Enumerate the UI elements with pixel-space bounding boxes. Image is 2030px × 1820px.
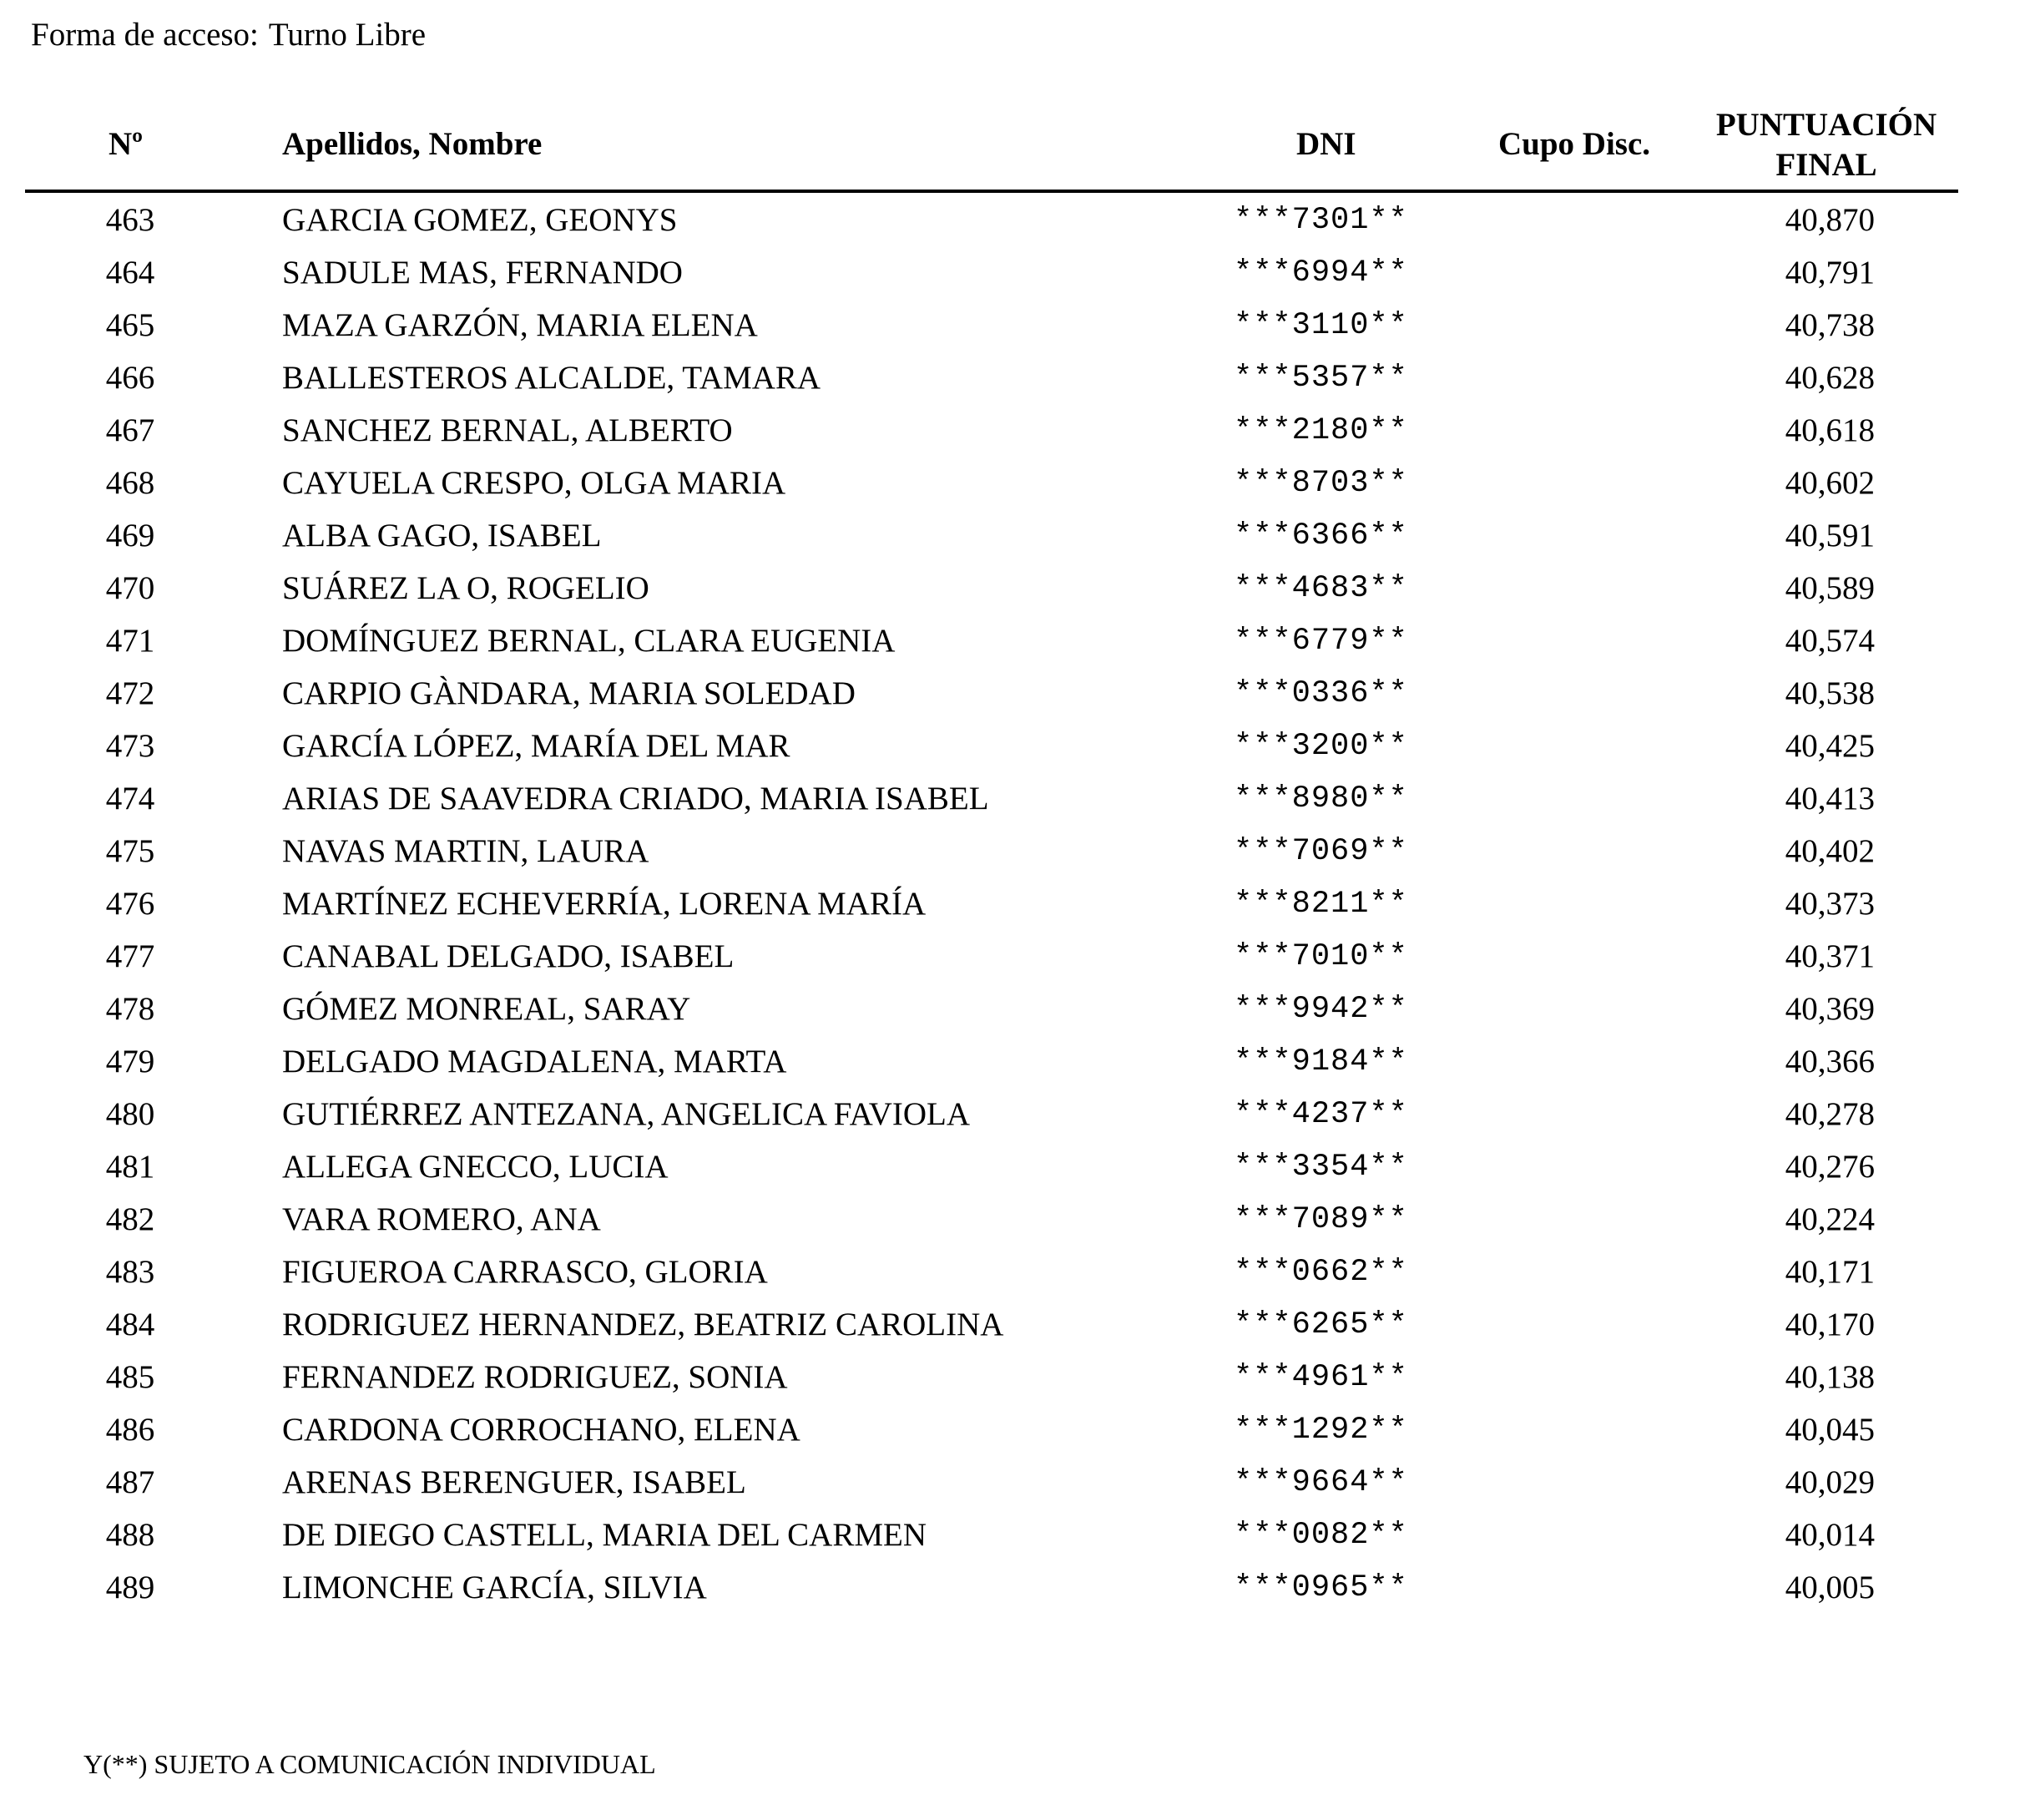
row-num: 472: [105, 675, 155, 711]
row-name: CAYUELA CRESPO, OLGA MARIA: [282, 465, 786, 501]
table-row: [0, 1354, 2030, 1407]
row-dni: ***7010**: [1234, 939, 1408, 974]
row-dni: ***1292**: [1234, 1413, 1408, 1448]
table-row: [0, 1407, 2030, 1459]
table-row: [0, 723, 2030, 776]
row-score: 40,371: [1785, 938, 1875, 974]
table-row: [0, 355, 2030, 407]
table-row: [0, 513, 2030, 565]
table-row: [0, 670, 2030, 723]
header-cupo: Cupo Disc.: [1498, 126, 1651, 162]
row-name: DELGADO MAGDALENA, MARTA: [282, 1044, 787, 1079]
row-dni: ***4683**: [1234, 571, 1408, 606]
header-dni: DNI: [1296, 126, 1356, 162]
row-score: 40,369: [1785, 991, 1875, 1027]
row-name: DE DIEGO CASTELL, MARIA DEL CARMEN: [282, 1517, 927, 1553]
table-row: [0, 1249, 2030, 1302]
row-dni: ***0336**: [1234, 676, 1408, 711]
row-dni: ***7069**: [1234, 834, 1408, 869]
table-row: [0, 250, 2030, 302]
row-score: 40,738: [1785, 307, 1875, 343]
row-score: 40,170: [1785, 1307, 1875, 1342]
header-puntuacion-line2: FINAL: [1775, 147, 1877, 183]
table-row: [0, 881, 2030, 933]
row-name: DOMÍNGUEZ BERNAL, CLARA EUGENIA: [282, 623, 896, 659]
row-num: 481: [105, 1149, 155, 1185]
row-dni: ***0662**: [1234, 1255, 1408, 1290]
row-num: 485: [105, 1359, 155, 1395]
table-row: [0, 407, 2030, 460]
table-header: [0, 99, 2030, 190]
row-num: 470: [105, 570, 155, 606]
row-num: 488: [105, 1517, 155, 1553]
row-name: CANABAL DELGADO, ISABEL: [282, 938, 735, 974]
row-name: SUÁREZ LA O, ROGELIO: [282, 570, 649, 606]
row-name: SADULE MAS, FERNANDO: [282, 255, 683, 291]
row-score: 40,791: [1785, 255, 1875, 291]
table-row: [0, 986, 2030, 1039]
row-dni: ***8703**: [1234, 466, 1408, 501]
access-line: [31, 13, 426, 57]
header-puntuacion: [1703, 105, 1950, 185]
row-score: 40,602: [1785, 465, 1875, 501]
row-score: 40,589: [1785, 570, 1875, 606]
row-score: 40,591: [1785, 518, 1875, 554]
table-row: [0, 828, 2030, 881]
row-name: MARTÍNEZ ECHEVERRÍA, LORENA MARÍA: [282, 886, 927, 922]
row-dni: ***4961**: [1234, 1360, 1408, 1395]
table-row: [0, 1565, 2030, 1617]
row-num: 487: [105, 1464, 155, 1500]
row-dni: ***6994**: [1234, 255, 1408, 291]
row-num: 465: [105, 307, 155, 343]
table-row: [0, 618, 2030, 670]
row-dni: ***2180**: [1234, 413, 1408, 448]
row-score: 40,425: [1785, 728, 1875, 764]
row-dni: ***7301**: [1234, 203, 1408, 238]
table-body: [0, 197, 2030, 1617]
row-name: ALBA GAGO, ISABEL: [282, 518, 602, 554]
row-score: 40,574: [1785, 623, 1875, 659]
table-row: [0, 1039, 2030, 1091]
row-score: 40,138: [1785, 1359, 1875, 1395]
row-num: 463: [105, 202, 155, 238]
row-name: GUTIÉRREZ ANTEZANA, ANGELICA FAVIOLA: [282, 1096, 971, 1132]
footnote: Y(**) SUJETO A COMUNICACIÓN INDIVIDUAL: [83, 1749, 656, 1779]
row-score: 40,045: [1785, 1412, 1875, 1448]
row-dni: ***8211**: [1234, 887, 1408, 922]
table-row: [0, 933, 2030, 986]
row-num: 484: [105, 1307, 155, 1342]
row-name: FERNANDEZ RODRIGUEZ, SONIA: [282, 1359, 788, 1395]
row-num: 478: [105, 991, 155, 1027]
row-dni: ***7089**: [1234, 1202, 1408, 1237]
table-row: [0, 1302, 2030, 1354]
row-name: ARIAS DE SAAVEDRA CRIADO, MARIA ISABEL: [282, 781, 989, 816]
row-dni: ***3354**: [1234, 1150, 1408, 1185]
table-row: [0, 460, 2030, 513]
row-num: 475: [105, 833, 155, 869]
row-score: 40,029: [1785, 1464, 1875, 1500]
row-score: 40,618: [1785, 412, 1875, 448]
row-name: LIMONCHE GARCÍA, SILVIA: [282, 1570, 707, 1605]
table-row: [0, 1196, 2030, 1249]
row-name: GARCÍA LÓPEZ, MARÍA DEL MAR: [282, 728, 790, 764]
header-num: Nº: [109, 126, 144, 162]
row-num: 471: [105, 623, 155, 659]
row-num: 466: [105, 360, 155, 396]
row-num: 464: [105, 255, 155, 291]
table-row: [0, 1091, 2030, 1144]
row-score: 40,870: [1785, 202, 1875, 238]
row-num: 474: [105, 781, 155, 816]
row-name: VARA ROMERO, ANA: [282, 1201, 601, 1237]
row-dni: ***3110**: [1234, 308, 1408, 343]
row-dni: ***9184**: [1234, 1044, 1408, 1079]
row-score: 40,224: [1785, 1201, 1875, 1237]
row-num: 473: [105, 728, 155, 764]
row-dni: ***6779**: [1234, 624, 1408, 659]
row-score: 40,171: [1785, 1254, 1875, 1290]
row-num: 479: [105, 1044, 155, 1079]
row-num: 467: [105, 412, 155, 448]
table-row: [0, 1459, 2030, 1512]
access-value: Turno Libre: [268, 17, 427, 53]
row-score: 40,538: [1785, 675, 1875, 711]
table-row: [0, 1144, 2030, 1196]
row-score: 40,005: [1785, 1570, 1875, 1605]
table-row: [0, 776, 2030, 828]
row-score: 40,014: [1785, 1517, 1875, 1553]
row-score: 40,402: [1785, 833, 1875, 869]
row-score: 40,413: [1785, 781, 1875, 816]
row-dni: ***9942**: [1234, 992, 1408, 1027]
row-name: CARDONA CORROCHANO, ELENA: [282, 1412, 800, 1448]
row-dni: ***6265**: [1234, 1307, 1408, 1342]
row-score: 40,278: [1785, 1096, 1875, 1132]
row-name: MAZA GARZÓN, MARIA ELENA: [282, 307, 758, 343]
row-score: 40,366: [1785, 1044, 1875, 1079]
row-dni: ***3200**: [1234, 729, 1408, 764]
table-row: [0, 565, 2030, 618]
row-name: RODRIGUEZ HERNANDEZ, BEATRIZ CAROLINA: [282, 1307, 1004, 1342]
table-row: [0, 302, 2030, 355]
row-dni: ***8980**: [1234, 781, 1408, 816]
access-label: Forma de acceso:: [31, 17, 259, 53]
row-num: 489: [105, 1570, 155, 1605]
row-dni: ***0082**: [1234, 1518, 1408, 1553]
row-name: GÓMEZ MONREAL, SARAY: [282, 991, 691, 1027]
row-num: 477: [105, 938, 155, 974]
header-divider: [25, 190, 1958, 193]
row-score: 40,628: [1785, 360, 1875, 396]
header-puntuacion-line1: PUNTUACIÓN: [1715, 107, 1937, 143]
row-dni: ***4237**: [1234, 1097, 1408, 1132]
row-score: 40,276: [1785, 1149, 1875, 1185]
table-row: [0, 197, 2030, 250]
row-name: ALLEGA GNECCO, LUCIA: [282, 1149, 669, 1185]
row-num: 476: [105, 886, 155, 922]
table-row: [0, 1512, 2030, 1565]
row-dni: ***0965**: [1234, 1570, 1408, 1605]
row-name: BALLESTEROS ALCALDE, TAMARA: [282, 360, 821, 396]
row-dni: ***6366**: [1234, 518, 1408, 554]
header-name: Apellidos, Nombre: [282, 126, 543, 162]
row-num: 469: [105, 518, 155, 554]
row-num: 480: [105, 1096, 155, 1132]
row-name: GARCIA GOMEZ, GEONYS: [282, 202, 678, 238]
row-dni: ***5357**: [1234, 361, 1408, 396]
row-dni: ***9664**: [1234, 1465, 1408, 1500]
row-num: 486: [105, 1412, 155, 1448]
row-name: ARENAS BERENGUER, ISABEL: [282, 1464, 746, 1500]
row-name: FIGUEROA CARRASCO, GLORIA: [282, 1254, 768, 1290]
row-num: 468: [105, 465, 155, 501]
row-name: SANCHEZ BERNAL, ALBERTO: [282, 412, 733, 448]
row-num: 483: [105, 1254, 155, 1290]
row-name: NAVAS MARTIN, LAURA: [282, 833, 649, 869]
row-score: 40,373: [1785, 886, 1875, 922]
row-num: 482: [105, 1201, 155, 1237]
row-name: CARPIO GÀNDARA, MARIA SOLEDAD: [282, 675, 856, 711]
